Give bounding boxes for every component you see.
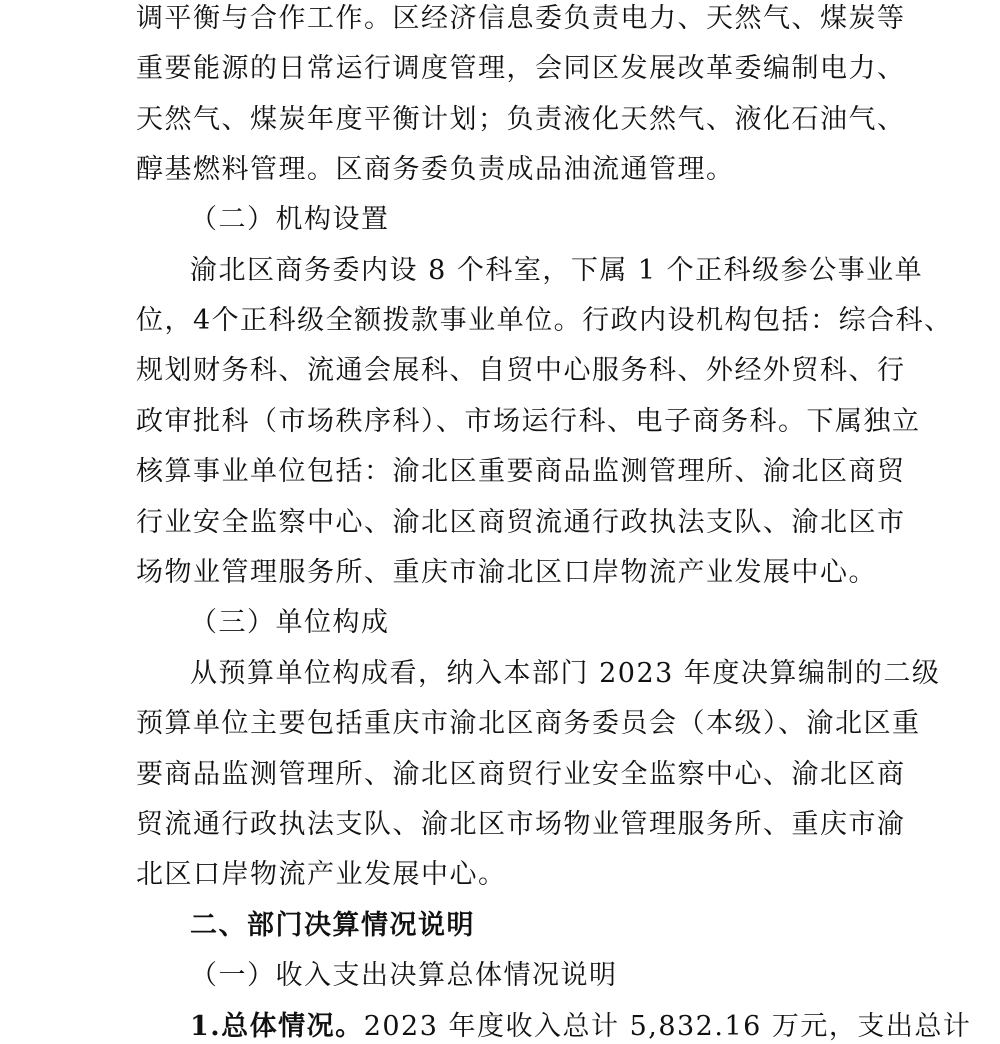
- paragraph-line: 要商品监测管理所、渝北区商贸行业安全监察中心、渝北区商: [136, 759, 906, 790]
- paragraph-line: 调平衡与合作工作。区经济信息委负责电力、天然气、煤炭等: [136, 3, 906, 34]
- paragraph-line: 醇基燃料管理。区商务委负责成品油流通管理。: [136, 154, 735, 185]
- paragraph-line: 渝北区商务委内设 8 个科室，下属 1 个正科级参公事业单: [190, 255, 924, 286]
- paragraph-line: 贸流通行政执法支队、渝北区市场物业管理服务所、重庆市渝: [136, 809, 906, 840]
- part-heading-final-accounts: 二、部门决算情况说明: [190, 910, 475, 941]
- paragraph-line: 从预算单位构成看，纳入本部门 2023 年度决算编制的二级: [190, 658, 941, 689]
- sub-heading-income-expenditure: （一）收入支出决算总体情况说明: [190, 960, 618, 991]
- paragraph-line: 场物业管理服务所、重庆市渝北区口岸物流产业发展中心。: [136, 557, 877, 588]
- overall-situation-text: 2023 年度收入总计 5,832.16 万元，支出总计: [363, 1011, 972, 1042]
- paragraph-line: 政审批科（市场秩序科）、市场运行科、电子商务科。下属独立: [136, 406, 921, 437]
- paragraph-line: 规划财务科、流通会展科、自贸中心服务科、外经外贸科、行: [136, 355, 906, 386]
- section-heading-unit-composition: （三）单位构成: [190, 607, 390, 638]
- overall-situation-label: 1.总体情况。: [190, 1011, 364, 1042]
- paragraph-line: 北区口岸物流产业发展中心。: [136, 859, 507, 890]
- paragraph-line: 核算事业单位包括：渝北区重要商品监测管理所、渝北区商贸: [136, 456, 906, 487]
- section-heading-organization: （二）机构设置: [190, 204, 390, 235]
- paragraph-line: 天然气、煤炭年度平衡计划；负责液化天然气、液化石油气、: [136, 104, 906, 135]
- overall-situation-line: [190, 1010, 971, 1044]
- paragraph-line: 预算单位主要包括重庆市渝北区商务委员会（本级）、渝北区重: [136, 708, 921, 739]
- paragraph-line: 行业安全监察中心、渝北区商贸流通行政执法支队、渝北区市: [136, 507, 906, 538]
- paragraph-line: 位，4个正科级全额拨款事业单位。行政内设机构包括：综合科、: [136, 305, 953, 336]
- paragraph-line: 重要能源的日常运行调度管理，会同区发展改革委编制电力、: [136, 53, 906, 84]
